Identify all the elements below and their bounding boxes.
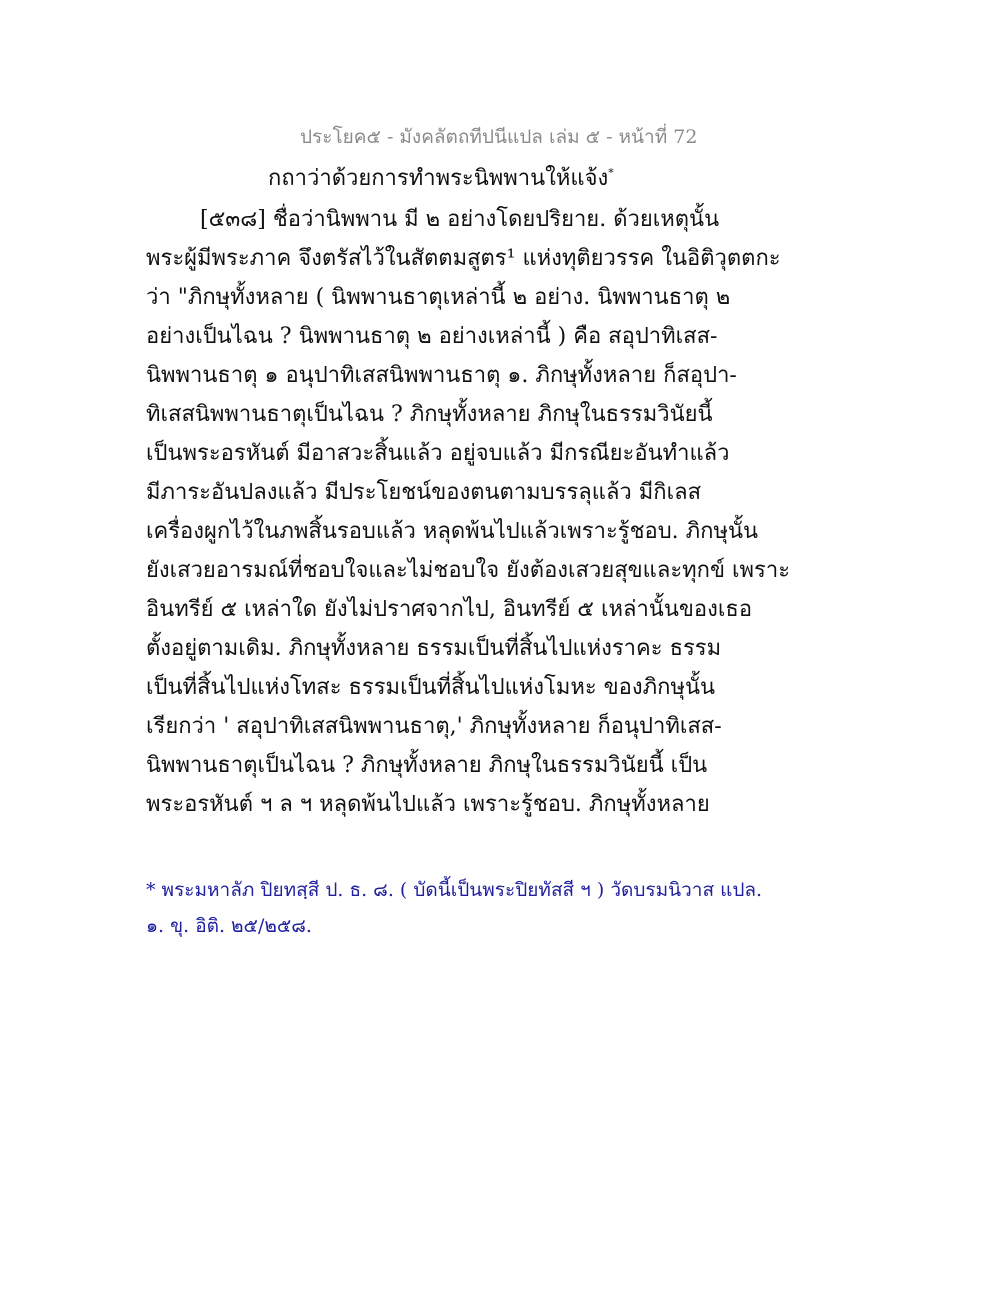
body-line: เครื่องผูกไว้ในภพสิ้นรอบแล้ว หลุดพ้นไปแล้วเพราะรู้ชอบ. ภิกษุนั้น <box>146 519 759 544</box>
body-line: ทิเสสนิพพานธาตุเป็นไฉน ? ภิกษุทั้งหลาย ภิกษุในธรรมวินัยนี้ <box>146 402 713 427</box>
body-line: ตั้งอยู่ตามเดิม. ภิกษุทั้งหลาย ธรรมเป็นที่สิ้นไปแห่งราคะ ธรรม <box>146 636 722 661</box>
body-line: นิพพานธาตุเป็นไฉน ? ภิกษุทั้งหลาย ภิกษุในธรรมวินัยนี้ เป็น <box>146 753 708 778</box>
body-line: [๕๓๘] ชื่อว่านิพพาน มี ๒ อย่างโดยปริยาย. ด้วยเหตุนั้น <box>200 207 720 232</box>
body-line: เรียกว่า ' สอุปาทิเสสนิพพานธาตุ,' ภิกษุทั้งหลาย ก็อนุปาทิเสส- <box>146 714 722 739</box>
body-paragraph <box>146 200 791 824</box>
body-line: พระอรหันต์ ฯ ล ฯ หลุดพ้นไปแล้ว เพราะรู้ชอบ. ภิกษุทั้งหลาย <box>146 792 710 817</box>
section-title-text: กถาว่าด้วยการทำพระนิพพานให้แจ้ง <box>268 166 609 191</box>
running-header: ประโยค๕ - มังคลัตถทีปนีแปล เล่ม ๕ - หน้าที่ 72 <box>300 126 698 148</box>
body-line: อินทรีย์ ๕ เหล่าใด ยังไม่ปราศจากไป, อินทรีย์ ๕ เหล่านั้นของเธอ <box>146 597 753 622</box>
body-line: อย่างเป็นไฉน ? นิพพานธาตุ ๒ อย่างเหล่านี้ ) คือ สอุปาทิเสส- <box>146 324 718 349</box>
body-line: ว่า "ภิกษุทั้งหลาย ( นิพพานธาตุเหล่านี้ ๒ อย่าง. นิพพานธาตุ ๒ <box>146 285 731 310</box>
footnotes <box>146 872 786 944</box>
body-line: ยังเสวยอารมณ์ที่ชอบใจและไม่ชอบใจ ยังต้องเสวยสุขและทุกข์ เพราะ <box>146 558 791 583</box>
body-line: เป็นพระอรหันต์ มีอาสวะสิ้นแล้ว อยู่จบแล้ว มีกรณียะอันทำแล้ว <box>146 441 730 466</box>
body-line: นิพพานธาตุ ๑ อนุปาทิเสสนิพพานธาตุ ๑. ภิกษุทั้งหลาย ก็สอุปา- <box>146 363 737 388</box>
body-line: เป็นที่สิ้นไปแห่งโทสะ ธรรมเป็นที่สิ้นไปแห่งโมหะ ของภิกษุนั้น <box>146 675 716 700</box>
body-line: มีภาระอันปลงแล้ว มีประโยชน์ของตนตามบรรลุแล้ว มีกิเลส <box>146 480 702 505</box>
footnote-reference: ๑. ขุ. อิติ. ๒๕/๒๕๘. <box>146 915 312 937</box>
body-line: พระผู้มีพระภาค จึงตรัสไว้ในสัตตมสูตร¹ แห่งทุติยวรรค ในอิติวุตตกะ <box>146 246 781 271</box>
footnote-translator: * พระมหาลัภ ปิยทสฺสี ป. ธ. ๘. ( บัดนี้เป็นพระปิยทัสสี ฯ ) วัดบรมนิวาส แปล. <box>146 879 763 901</box>
section-title-footnote-mark: * <box>608 166 614 180</box>
section-title <box>268 160 614 195</box>
